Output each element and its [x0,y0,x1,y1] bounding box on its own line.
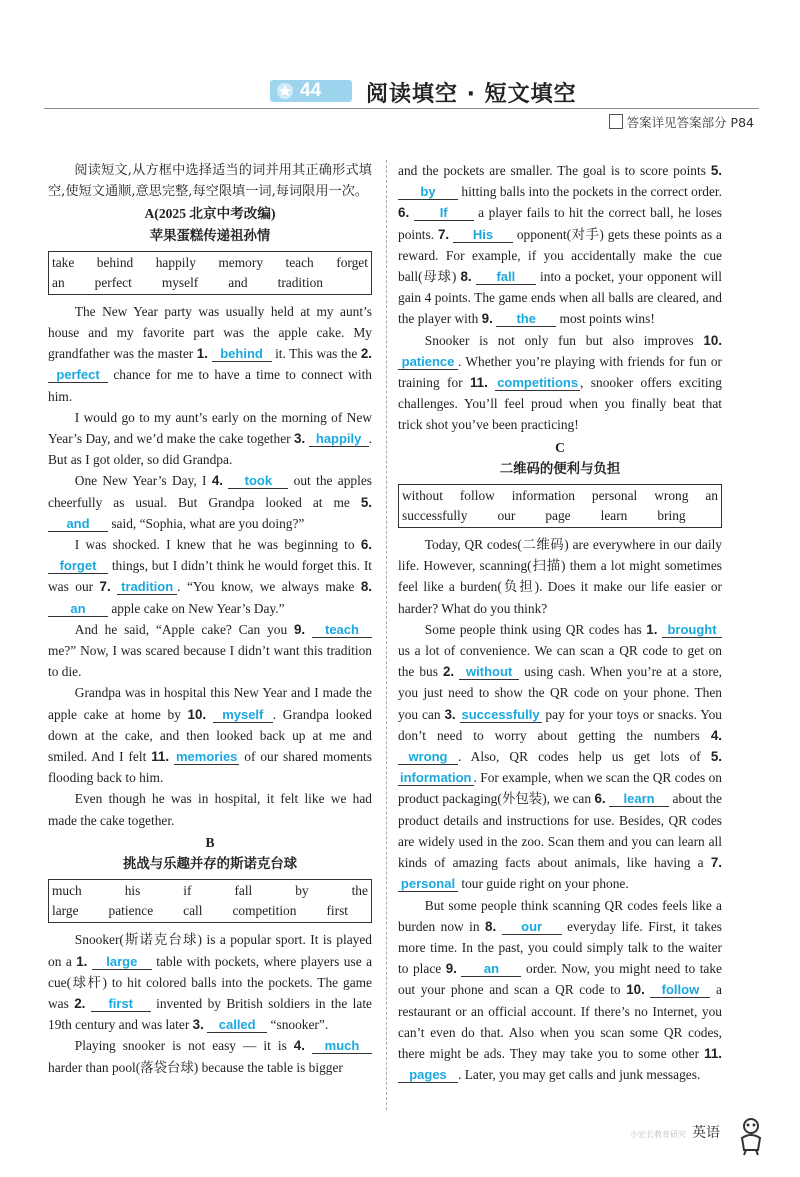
word-row [52,253,368,273]
answer-blank[interactable]: happily [309,431,369,447]
unit-number-badge [270,80,352,102]
star-icon [276,82,294,100]
word-row [52,901,368,921]
header-rule [44,108,759,109]
word: our [497,508,516,524]
subject-label: 英语 [692,1125,720,1141]
word: bring [657,508,686,524]
word: page [545,508,571,524]
word: an [705,488,718,504]
word: take [52,254,75,270]
right-column [398,160,722,1085]
word: personal [591,488,638,504]
answer-blank[interactable]: and [48,516,108,532]
word: competition [232,903,297,919]
answer-blank[interactable]: His [453,227,513,243]
answer-blank[interactable]: information [400,770,472,786]
paragraph: But some people think scanning QR codes feels like a burden now in 8. our everyday life. First, it takes more time. In the past, you could simply talk to the waiter to place 9. an order. Now, you might need to take out your phone and scan a QR code to 10. follow a restaurant or an official account. If there’s no Internet, you can’t even do that. Also when you scan some QR codes, there might be ads. They may take you to some other 11. pages . Later, you may get calls and junk messages. [398,897,722,1083]
left-column [48,160,372,1078]
word: without [402,488,443,504]
word: teach [285,254,314,270]
section-c-label: C [555,439,565,455]
answer-blank[interactable]: memories [175,749,238,765]
answer-blank[interactable]: behind [212,346,272,362]
footer-watermark: 小宏长教育研究 [630,1130,686,1139]
paragraph: Playing snooker is not easy — it is 4. much harder than pool(落袋台球) because the table is bigger [48,1035,372,1077]
answer-blank[interactable]: patience [398,354,458,370]
word: learn [600,508,628,524]
mascot-icon [736,1116,766,1156]
word: patience [108,903,154,919]
paragraph: And he said, “Apple cake? Can you 9. teach me?” Now, I was scared because I didn’t want this tradition to die. [48,621,372,680]
answer-blank[interactable]: wrong [398,749,458,765]
document-icon [609,114,623,129]
answer-blank[interactable]: follow [650,982,710,998]
word: memory [218,254,264,270]
page-header [0,0,800,130]
paragraph: I would go to my aunt’s early on the morning of New Year’s Day, and we’d make the cake together 3. happily . But as I got older, so did Grandpa. [48,409,372,468]
word: and [228,274,248,290]
paragraph: and the pockets are smaller. The goal is to score points 5. by hitting balls into the pockets in the correct order. 6. If a player fails to hit the correct ball, he loses points. 7. His opponent(对手) gets these points as a reward. For example, if you accidentally make the cue ball(母球) 8. fall into a pocket, your opponent will gain 4 points. The game ends when all balls are cleared, and the player with 9. the most points wins! [398,163,722,327]
section-a-title: 苹果蛋糕传递祖孙情 [149,228,271,244]
answer-blank[interactable]: by [398,184,458,200]
instructions: 阅读短文,从方框中选择适当的词并用其正确形式填空,使短文通顺,意思完整,每空限填一词,每词限用一次。 [48,163,372,200]
page-title: 阅读填空 · 短文填空 [366,82,577,107]
word: tradition [277,274,323,290]
word: perfect [94,274,132,290]
answer-reference-text: 答案详见答案部分 P84 [626,115,754,130]
word-row [52,273,368,293]
paragraph: I was shocked. I knew that he was beginning to 6. forget things, but I didn’t think he would forget this. It was our 7. tradition . “You know, we always make 8. an apple cake on New Year’s Day.” [48,537,372,616]
section-b-label: B [205,834,215,850]
section-c-word-box [398,484,722,528]
word-row [402,486,718,506]
answer-blank[interactable]: tradition [117,579,177,595]
paragraph: The New Year party was usually held at my aunt’s house and my favorite part was the apple cake. My grandfather was the master 1. behind it. This was the 2. perfect chance for me to have a time to connect with him. [48,303,372,404]
answer-blank[interactable]: an [461,961,521,977]
word: fall [234,883,253,899]
paragraph: Today, QR codes(二维码) are everywhere in our daily life. However, scanning(扫描) them a lot might sometimes feel like a burden(负担). Does it make our life easier or harder? What do you think? [398,537,722,616]
word: call [183,903,203,919]
answer-blank[interactable]: If [414,205,474,221]
paragraph: Some people think using QR codes has 1. brought us a lot of convenience. We can scan a QR code to get on the bus 2. without using cash. When you’re at a store, you just need to show the QR code on your phone. Then you can 3. successfully pay for your toys or snacks. You don’t need to worry about getting the numbers 4. wrong . Also, QR codes help us get lots of 5. information . For example, when we scan the QR codes on product packaging(外包装), we can 6. learn about the product details and instructions for use. Besides, QR codes are widely used in the zoo. Scan them and you can learn all kinds of amazing facts about animals, like having a 7. personal tour guide right on your phone. [398,621,722,892]
answer-blank[interactable]: myself [213,707,273,723]
word: his [124,883,141,899]
paragraph: Snooker(斯诺克台球) is a popular sport. It is played on a 1. large table with pockets, where players use a cue(球杆) to hit colored balls into the pockets. The game was 2. first invented by British soldiers in the late 19th century and was later 3. called “snooker”. [48,932,373,1033]
answer-blank[interactable]: an [48,601,108,617]
paragraph: Grandpa was in hospital this New Year and I made the apple cake at home by 10. myself . Grandpa looked down at the cake, and then looked back up at me and smiled. And I felt 11. memories of our shared moments flooding back to him. [48,685,372,786]
word-row [402,506,718,526]
paragraph: Snooker is not only fun but also improves 10. patience . Whether you’re playing with friends for fun or training for 11. competitions , snooker offers exciting challenges. You’ll feel proud when you finally beat that trick shot you’ve been practicing! [398,332,722,433]
section-b-word-box [48,879,372,923]
section-b-title: 挑战与乐趣并存的斯诺克台球 [122,857,298,873]
unit-number: 44 [300,80,322,101]
word: the [351,883,368,899]
answer-blank[interactable]: our [502,919,562,935]
answer-blank[interactable]: without [459,664,519,680]
answer-blank[interactable]: successfully [461,706,540,722]
word: successfully [402,508,468,524]
word-row [52,881,368,901]
paragraph: One New Year’s Day, I 4. took out the apples cheerfully as usual. But Grandpa looked at me 5. and said, “Sophia, what are you doing?” [48,473,372,531]
word: much [52,883,82,899]
answer-blank[interactable]: personal [398,876,458,892]
answer-blank[interactable]: brought [662,622,722,638]
answer-blank[interactable]: the [496,311,556,327]
answer-blank[interactable]: first [91,996,151,1012]
answer-blank[interactable]: much [312,1038,372,1054]
answer-blank[interactable]: perfect [48,367,108,383]
word: first [326,903,349,919]
answer-blank[interactable]: competitions [497,375,579,391]
answer-blank[interactable]: pages [398,1067,458,1083]
word: forget [336,254,368,270]
column-divider [386,160,388,1110]
word: large [52,903,79,919]
section-a-word-box [48,251,372,295]
answer-blank[interactable]: learn [609,791,669,807]
word: information [511,488,575,504]
answer-blank[interactable]: called [207,1017,267,1033]
answer-blank[interactable]: took [228,473,288,489]
answer-blank[interactable]: forget [48,558,108,574]
word: by [295,883,309,899]
word: if [183,883,192,899]
word: an [52,274,65,290]
word: happily [155,254,196,270]
section-c-title: 二维码的便利与负担 [499,461,621,477]
word: follow [459,488,495,504]
paragraph: Even though he was in hospital, it felt like we had made the cake together. [48,791,372,828]
page-footer [630,1122,720,1142]
answer-blank[interactable]: large [92,954,152,970]
answer-reference [609,113,754,131]
word: wrong [654,488,689,504]
word: behind [96,254,134,270]
answer-blank[interactable]: teach [312,622,372,638]
section-a-label: A(2025 北京中考改编) [144,206,276,222]
word: myself [161,274,199,290]
answer-blank[interactable]: fall [476,269,536,285]
